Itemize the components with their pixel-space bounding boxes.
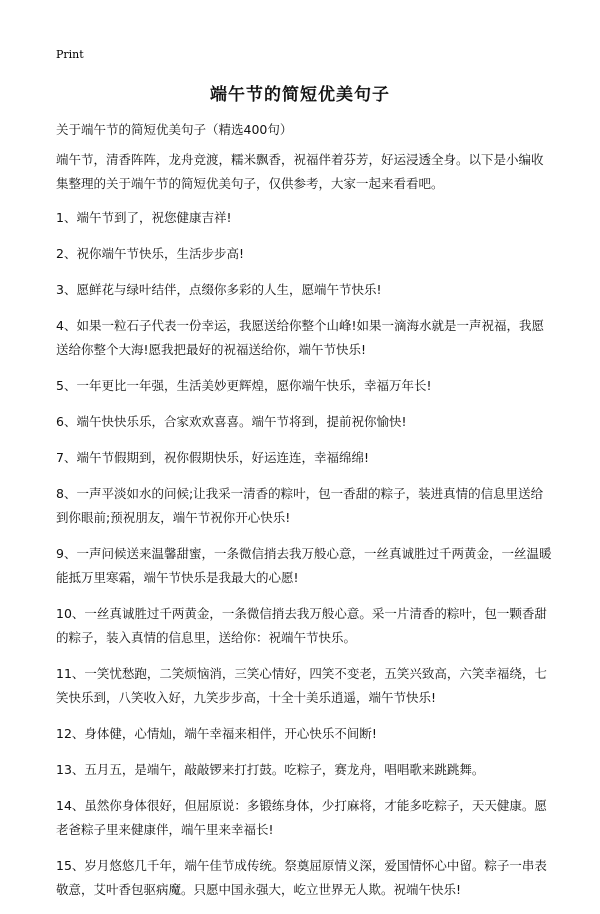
article-body xyxy=(56,118,552,914)
sentence-list xyxy=(56,206,552,902)
page-title: 端午节的简短优美句子 xyxy=(210,85,390,105)
list-item: 14、虽然你身体很好，但屈原说：多锻练身体，少打麻将，才能多吃粽子，天天健康。愿老爸粽子里来健康伴，端午里来幸福长! xyxy=(56,798,547,837)
list-item: 6、端午快快乐乐，合家欢欢喜喜。端午节将到，提前祝你愉快! xyxy=(56,414,407,429)
list-item: 15、岁月悠悠几千年，端午佳节成传统。祭奠屈原情义深，爱国情怀心中留。粽子一串表敬意，艾叶香包驱病魔。只愿中国永强大，屹立世界无人欺。祝端午快乐! xyxy=(56,858,547,897)
list-item: 11、一笑忧愁跑，二笑烦恼消，三笑心情好，四笑不变老，五笑兴致高，六笑幸福绕，七笑快乐到，八笑收入好，九笑步步高，十全十美乐逍遥，端午节快乐! xyxy=(56,666,547,705)
list-item: 5、一年更比一年强，生活美妙更辉煌，愿你端午快乐，幸福万年长! xyxy=(56,378,432,393)
list-item: 12、身体健，心情灿，端午幸福来相伴，开心快乐不间断! xyxy=(56,726,377,741)
list-item: 4、如果一粒石子代表一份幸运，我愿送给你整个山峰!如果一滴海水就是一声祝福，我愿送给你整个大海!愿我把最好的祝福送给你，端午节快乐! xyxy=(56,318,544,357)
list-item: 1、端午节到了，祝您健康吉祥! xyxy=(56,210,232,225)
list-item: 9、一声问候送来温馨甜蜜，一条微信捎去我万般心意，一丝真诚胜过千两黄金，一丝温暖能抵万里寒霜，端午节快乐是我最大的心愿! xyxy=(56,546,552,585)
list-item: 8、一声平淡如水的问候;让我采一清香的粽叶，包一香甜的粽子，装进真情的信息里送给到你眼前;预祝朋友，端午节祝你开心快乐! xyxy=(56,486,544,525)
list-item: 7、端午节假期到，祝你假期快乐，好运连连，幸福绵绵! xyxy=(56,450,369,465)
print-link[interactable]: Print xyxy=(56,48,84,61)
list-item: 13、五月五，是端午，敲敲锣来打打鼓。吃粽子，赛龙舟，唱唱歌来跳跳舞。 xyxy=(56,762,485,777)
list-item: 3、愿鲜花与绿叶结伴，点缀你多彩的人生，愿端午节快乐! xyxy=(56,282,382,297)
article-subtitle: 关于端午节的简短优美句子（精选400句） xyxy=(56,122,293,137)
list-item: 10、一丝真诚胜过千两黄金，一条微信捎去我万般心意。采一片清香的粽叶，包一颗香甜的粽子，装入真情的信息里，送给你：祝端午节快乐。 xyxy=(56,606,547,645)
article-intro: 端午节，清香阵阵，龙舟竞渡，糯米飘香，祝福伴着芬芳，好运浸透全身。以下是小编收集整理的关于端午节的简短优美句子，仅供参考，大家一起来看看吧。 xyxy=(56,152,544,191)
list-item: 2、祝你端午节快乐，生活步步高! xyxy=(56,246,244,261)
